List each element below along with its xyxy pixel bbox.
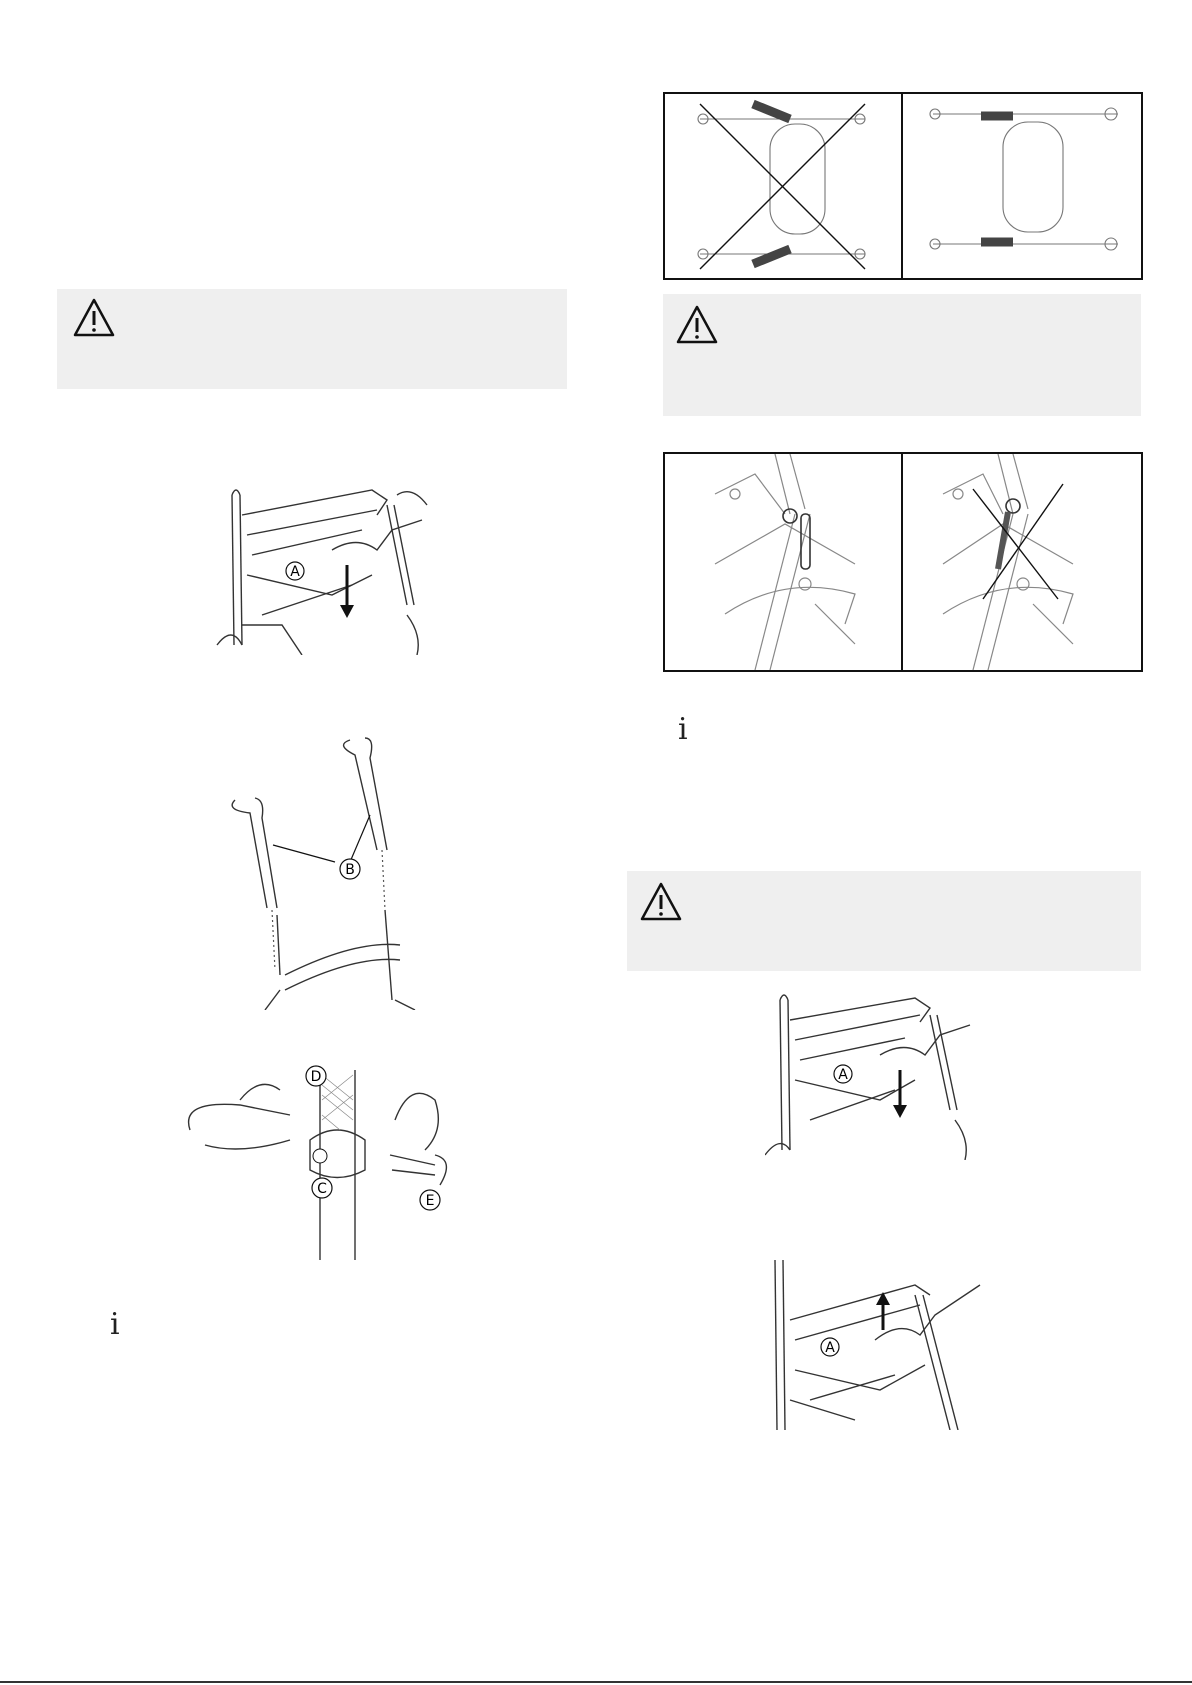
- screw-assembly-illustration: [180, 1060, 475, 1260]
- correct-orientation-panel: [903, 94, 1139, 278]
- wrong-orientation-panel: [665, 94, 901, 278]
- info-icon: i: [110, 1307, 120, 1342]
- warning-triangle-icon: [675, 304, 719, 346]
- fold-lever-illustration: [212, 475, 462, 655]
- lift-lever-illustration: [765, 1260, 1005, 1430]
- callout-e-label: E: [425, 1193, 435, 1209]
- warning-triangle-icon: [72, 297, 116, 339]
- push-handles-illustration: [225, 730, 455, 1010]
- warning-triangle-icon: [639, 881, 683, 923]
- callout-a-label-1: A: [290, 564, 300, 580]
- callout-b-label: B: [345, 862, 355, 878]
- callout-a-label-2: A: [838, 1067, 848, 1083]
- correct-lock-panel: [665, 454, 901, 670]
- callout-d-label: D: [310, 1069, 322, 1085]
- unlock-lever-illustration: [765, 990, 1005, 1160]
- callout-a-label-3: A: [825, 1340, 835, 1356]
- callout-c-label: C: [317, 1181, 327, 1197]
- lock-position-comparison: [663, 452, 1143, 672]
- warning-box-1: [57, 289, 567, 389]
- handle-orientation-comparison: [663, 92, 1143, 280]
- footer-rule: [0, 1681, 1192, 1683]
- info-icon: i: [678, 712, 688, 747]
- warning-box-3: [627, 871, 1141, 971]
- wrong-lock-panel: [903, 454, 1139, 670]
- warning-box-2: [663, 294, 1141, 416]
